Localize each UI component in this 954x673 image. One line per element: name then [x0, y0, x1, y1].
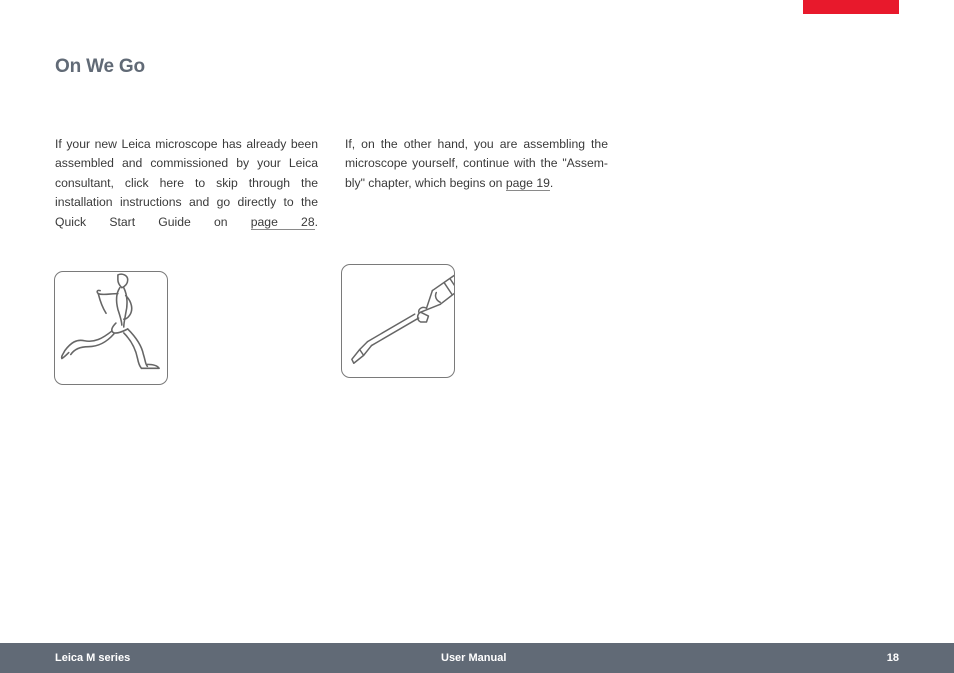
screwdriver-icon	[342, 265, 454, 377]
right-text-column	[345, 135, 608, 193]
footer-document-title: User Manual	[441, 652, 507, 664]
page-footer	[0, 643, 954, 673]
footer-product-name: Leica M series	[55, 652, 131, 664]
left-paragraph-text: If your new Leica microscope has already been assembled and commissioned by your Leica consultant, click here to skip through the installation instructions and go directly to the Quick Start Guide on	[55, 137, 318, 229]
page-19-link[interactable]: page 19	[505, 175, 550, 190]
page-title: On We Go	[55, 56, 145, 77]
left-paragraph-period: .	[314, 214, 318, 229]
left-text-column	[55, 135, 318, 232]
right-paragraph-period: .	[549, 175, 554, 190]
footer-page-number: 18	[886, 652, 899, 664]
runner-icon-frame[interactable]	[54, 271, 168, 385]
page-28-link[interactable]: page 28	[250, 214, 315, 229]
runner-icon	[55, 272, 167, 384]
brand-tab	[803, 0, 899, 14]
screwdriver-icon-frame[interactable]	[341, 264, 455, 378]
right-paragraph-text: If, on the other hand, you are assembling the microscope yourself, continue with the "Assem-bly" chapter, which begins on	[345, 137, 608, 190]
